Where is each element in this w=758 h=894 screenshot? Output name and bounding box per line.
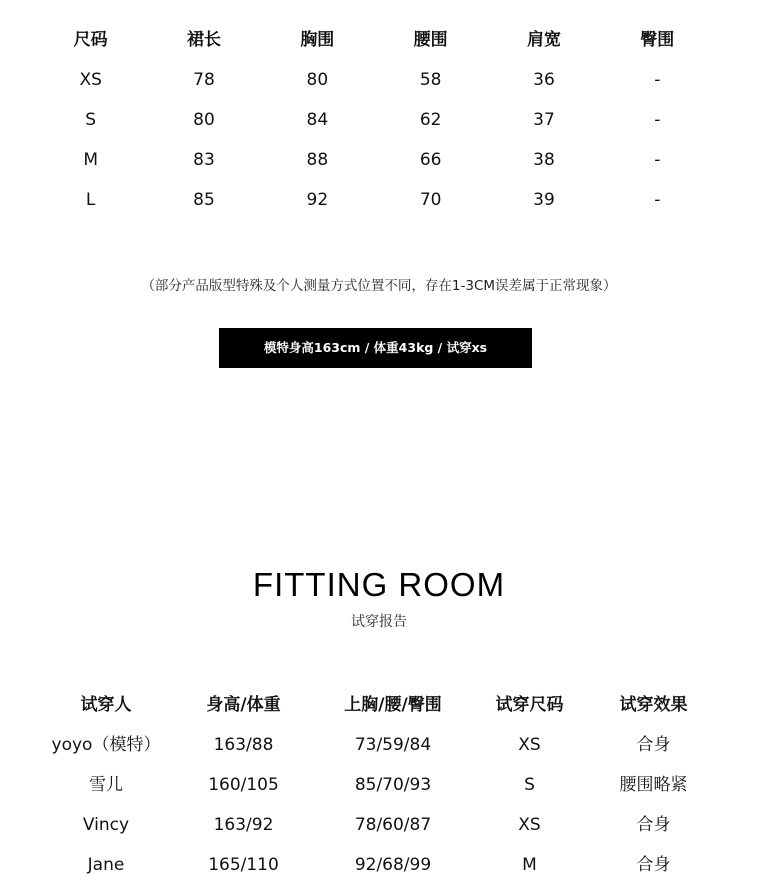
hip-cell: - xyxy=(654,190,661,210)
waist-cell: 62 xyxy=(419,110,442,130)
shoulder-cell: 36 xyxy=(533,70,555,90)
waist-cell: 70 xyxy=(419,190,442,210)
fitting-report-table xyxy=(47,685,712,885)
header-measurements: 上胸/腰/臀围 xyxy=(344,695,442,715)
fitting-report-header-row xyxy=(47,685,712,725)
skirt-length-cell: 85 xyxy=(193,190,215,210)
header-tester: 试穿人 xyxy=(80,695,132,715)
tester-cell: yoyo（模特） xyxy=(51,735,161,755)
fit-result-cell: 腰围略紧 xyxy=(619,775,688,795)
bust-cell: 84 xyxy=(306,110,329,130)
skirt-length-cell: 83 xyxy=(193,150,215,170)
fit-result-cell: 合身 xyxy=(636,815,671,835)
height-weight-cell: 163/88 xyxy=(213,735,274,755)
table-row xyxy=(47,765,712,805)
shoulder-cell: 37 xyxy=(533,110,555,130)
shoulder-cell: 38 xyxy=(533,150,555,170)
table-row xyxy=(47,845,712,885)
header-fit-result: 试穿效果 xyxy=(619,695,688,715)
header-skirt-length: 裙长 xyxy=(186,30,221,50)
measurements-cell: 85/70/93 xyxy=(354,775,432,795)
size-cell: XS xyxy=(79,70,102,90)
waist-cell: 66 xyxy=(419,150,442,170)
skirt-length-cell: 78 xyxy=(193,70,215,90)
header-tried-size: 试穿尺码 xyxy=(495,695,564,715)
header-hip: 臀围 xyxy=(640,30,675,50)
tried-size-cell: M xyxy=(522,855,537,875)
measurements-cell: 78/60/87 xyxy=(354,815,432,835)
tried-size-cell: S xyxy=(524,775,535,795)
bust-cell: 92 xyxy=(306,190,329,210)
size-cell: L xyxy=(85,190,96,210)
table-row xyxy=(34,100,714,140)
measurements-cell: 92/68/99 xyxy=(354,855,432,875)
shoulder-cell: 39 xyxy=(533,190,555,210)
table-row xyxy=(47,805,712,845)
table-row xyxy=(47,725,712,765)
hip-cell: - xyxy=(654,150,661,170)
fitting-room-subtitle: 试穿报告 xyxy=(351,614,407,630)
fit-result-cell: 合身 xyxy=(636,735,671,755)
table-row xyxy=(34,180,714,220)
size-cell: S xyxy=(85,110,97,130)
header-bust: 胸围 xyxy=(300,30,335,50)
hip-cell: - xyxy=(654,70,661,90)
fitting-room-title: FITTING ROOM xyxy=(252,566,506,603)
header-shoulder: 肩宽 xyxy=(526,30,561,50)
bust-cell: 88 xyxy=(306,150,329,170)
table-row xyxy=(34,140,714,180)
header-waist: 腰围 xyxy=(413,30,448,50)
waist-cell: 58 xyxy=(419,70,442,90)
header-size: 尺码 xyxy=(73,30,108,50)
tester-cell: 雪儿 xyxy=(89,775,123,795)
size-chart-header-row xyxy=(34,20,714,60)
height-weight-cell: 160/105 xyxy=(208,775,279,795)
height-weight-cell: 163/92 xyxy=(213,815,274,835)
header-height-weight: 身高/体重 xyxy=(206,695,281,715)
bust-cell: 80 xyxy=(306,70,329,90)
measurements-cell: 73/59/84 xyxy=(354,735,432,755)
fit-result-cell: 合身 xyxy=(636,855,671,875)
measurement-note: （部分产品版型特殊及个人测量方式位置不同，存在1-3CM误差属于正常现象） xyxy=(141,278,617,294)
tried-size-cell: XS xyxy=(518,815,541,835)
model-info-banner: 模特身高163cm / 体重43kg / 试穿xs xyxy=(219,328,532,368)
tester-cell: Jane xyxy=(87,855,125,875)
table-row xyxy=(34,60,714,100)
tester-cell: Vincy xyxy=(82,815,130,835)
size-chart-table xyxy=(34,20,714,220)
size-cell: M xyxy=(83,150,98,170)
tried-size-cell: XS xyxy=(518,735,541,755)
skirt-length-cell: 80 xyxy=(193,110,215,130)
height-weight-cell: 165/110 xyxy=(208,855,279,875)
hip-cell: - xyxy=(654,110,661,130)
